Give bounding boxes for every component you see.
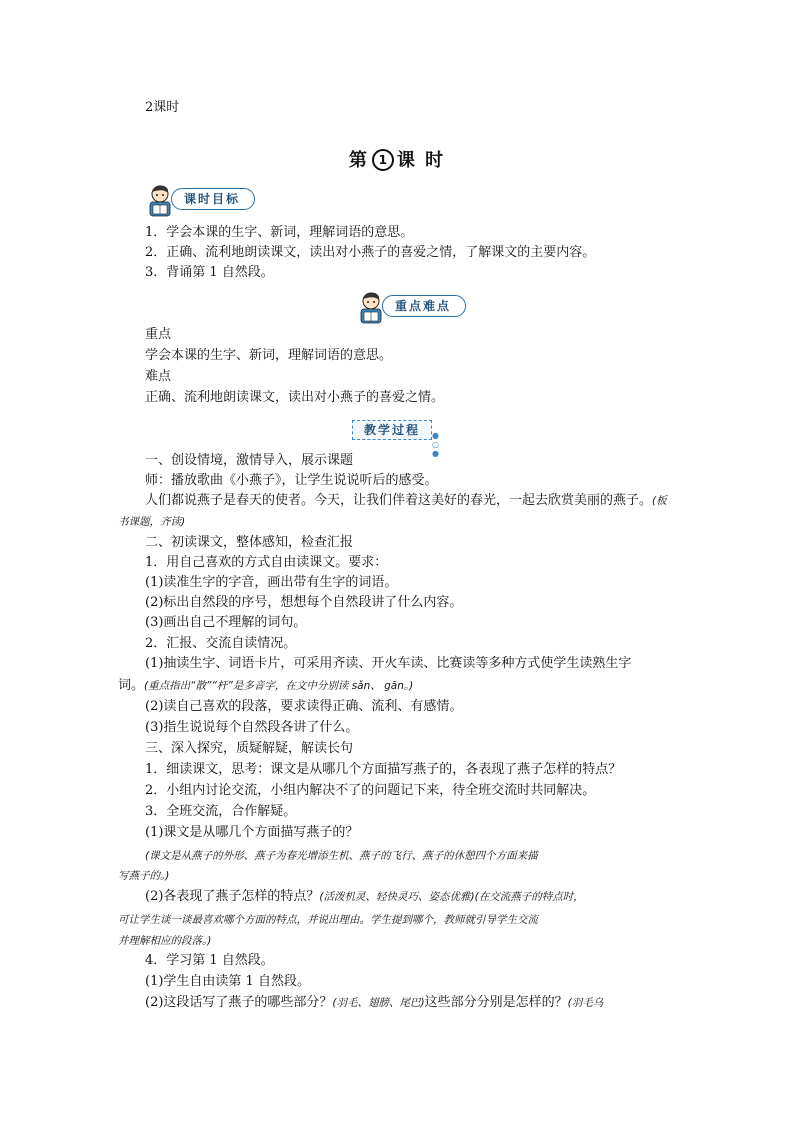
process-line: 3．全班交流，合作解疑。 [145, 804, 297, 819]
goals-badge [145, 182, 265, 206]
process-line [118, 676, 413, 696]
hard-text: 正确、流利地朗读课文，读出对小燕子的喜爱之情。 [145, 390, 445, 405]
process-line: (2)读自己喜欢的段落，要求读得正确、流利、有感情。 [145, 699, 463, 714]
process-line: (3)指生说说每个自然段各讲了什么。 [145, 720, 359, 735]
process-note-line: 书课题，齐读) [118, 516, 186, 528]
process-line: 1．用自己喜欢的方式自由读课文。要求： [145, 555, 388, 570]
process-line: (3)画出自己不理解的词句。 [145, 615, 307, 630]
process-line: 1．细读课文，思考：课文是从哪几个方面描写燕子的，各表现了燕子怎样的特点？ [145, 762, 622, 777]
process-line: 2．汇报、交流自读情况。 [145, 636, 297, 651]
process-note: (活泼机灵、轻快灵巧、姿态优雅)(在交流燕子的特点时， [319, 891, 584, 903]
goal-item: 3．背诵第 1 自然段。 [145, 265, 274, 280]
lesson-number-circle: 1 [372, 149, 394, 171]
process-line [145, 887, 584, 907]
process-note: (板 [652, 495, 667, 507]
process-note-line: 可让学生谈一谈最喜欢哪个方面的特点，并说出理由。学生提到哪个，教师就引导学生交流 [118, 914, 538, 926]
process-text: (2)这段话写了燕子的哪些部分？ [145, 995, 333, 1010]
process-line: (2)标出自然段的序号，想想每个自然段讲了什么内容。 [145, 595, 463, 610]
process-line: 2．小组内讨论交流，小组内解决不了的问题记下来，待全班交流时共同解决。 [145, 783, 596, 798]
process-text: 词。 [118, 678, 145, 693]
process-text: 这些部分分别是怎样的？ [424, 995, 568, 1010]
process-note-line: 并理解相应的段落。) [118, 935, 212, 947]
key-label: 重点 [145, 327, 172, 342]
lesson-title-prefix: 第 [348, 150, 369, 171]
key-text: 学会本课的生字、新词，理解词语的意思。 [145, 348, 393, 363]
process-line: (1)抽读生字、词语卡片，可采用齐读、开火车读、比赛读等多种方式使学生读熟生字 [145, 656, 632, 671]
process-banner [352, 420, 442, 458]
process-line: 一、创设情境，激情导入，展示课题 [145, 453, 354, 468]
process-line: (1)课文是从哪几个方面描写燕子的？ [145, 825, 359, 840]
key-points-badge [356, 289, 466, 313]
process-text: 人们都说燕子是春天的使者。今天，让我们伴着这美好的春光，一起去欣赏美丽的燕子。 [145, 493, 653, 508]
process-note-line: 写燕子的。) [118, 870, 170, 882]
lesson-hours: 2课时 [145, 100, 180, 115]
process-line [145, 993, 603, 1013]
process-banner-label: 教学过程 [352, 420, 432, 440]
goal-item: 2．正确、流利地朗读课文，读出对小燕子的喜爱之情，了解课文的主要内容。 [145, 245, 596, 260]
process-line [145, 491, 667, 511]
process-line: 师：播放歌曲《小燕子》，让学生说说听后的感受。 [145, 473, 438, 488]
process-line: (1)学生自由读第 1 自然段。 [145, 974, 310, 989]
process-text: (2)各表现了燕子怎样的特点？ [145, 889, 320, 904]
process-line: 二、初读课文，整体感知，检查汇报 [145, 535, 354, 550]
banner-dots-icon: ● ○ ● [432, 431, 441, 458]
process-note-line: (课文是从燕子的外形、燕子为春光增添生机、燕子的飞行、燕子的休憩四个方面来描 [145, 850, 538, 862]
process-line: 三、深入探究，质疑解疑，解读长句 [145, 741, 354, 756]
process-note: (重点指出“散”“杆”是多音字，在文中分别读 sǎn、 gān。) [144, 680, 414, 692]
process-note: (羽毛乌 [567, 997, 604, 1009]
hard-label: 难点 [145, 369, 172, 384]
lesson-title-suffix: 课 时 [396, 150, 446, 171]
key-points-badge-label: 重点难点 [382, 295, 466, 317]
lesson-title [0, 146, 794, 172]
goals-badge-label: 课时目标 [171, 188, 255, 210]
process-line: 4．学习第 1 自然段。 [145, 953, 274, 968]
process-line: (1)读准生字的字音，画出带有生字的词语。 [145, 575, 398, 590]
goal-item: 1．学会本课的生字、新词，理解词语的意思。 [145, 225, 414, 240]
process-note: (羽毛、翅膀、尾巴) [332, 997, 425, 1009]
